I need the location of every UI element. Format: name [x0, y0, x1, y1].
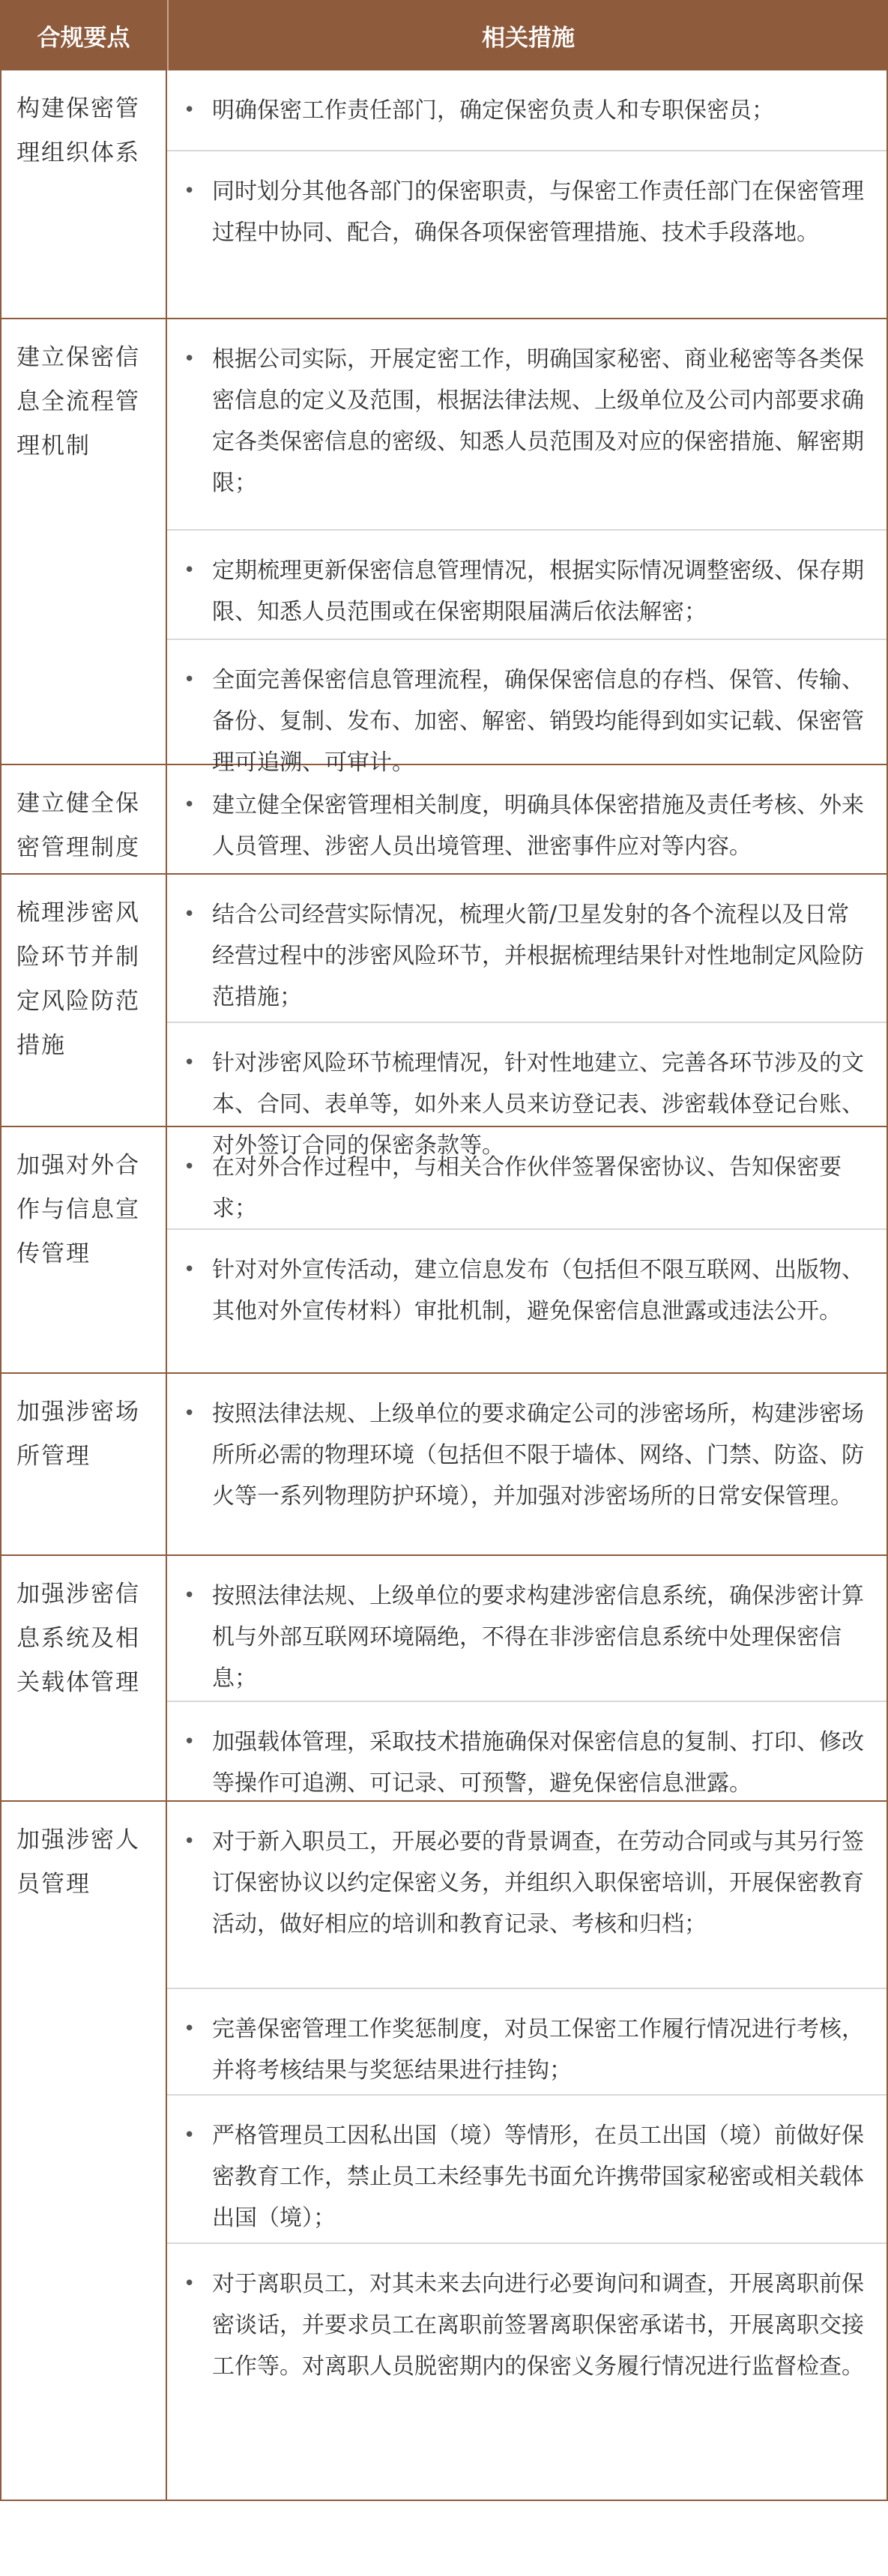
table-row [0, 1127, 888, 1374]
row-point: 构建保密管理组织体系 [0, 70, 167, 318]
measure-item [167, 1023, 887, 1159]
row-measures [167, 1127, 888, 1372]
measure-text: 加强载体管理，采取技术措施确保对保密信息的复制、打印、修改等操作可追溯、可记录、可预警，避免保密信息泄露。 [212, 1729, 864, 1797]
row-point: 梳理涉密风险环节并制定风险防范措施 [0, 875, 167, 1126]
bullet-icon: • [184, 903, 196, 926]
bullet-icon: • [184, 1402, 196, 1425]
measure-text: 建立健全保密管理相关制度，明确具体保密措施及责任考核、外来人员管理、涉密人员出境管理、泄密事件应对等内容。 [212, 792, 864, 860]
bullet-icon: • [184, 2272, 196, 2295]
table-body [0, 70, 888, 2501]
row-measures [167, 765, 888, 873]
row-measures [167, 319, 888, 776]
measure-text: 结合公司经营实际情况，梳理火箭/卫星发射的各个流程以及日常经营过程中的涉密风险环节，并根据梳理结果针对性地制定风险防范措施； [212, 902, 864, 1010]
measure-text: 对于新入职员工，开展必要的背景调查，在劳动合同或与其另行签订保密协议以约定保密义务，并组织入职保密培训，开展保密教育活动，做好相应的培训和教育记录、考核和归档； [212, 1829, 864, 1937]
bullet-icon: • [184, 794, 196, 816]
measure-item [167, 531, 887, 640]
table-row [0, 70, 888, 319]
measure-text: 针对对外宣传活动，建立信息发布（包括但不限互联网、出版物、其他对外宣传材料）审批机制，避免保密信息泄露或违法公开。 [212, 1257, 864, 1324]
row-measures [167, 875, 888, 1159]
measure-item [167, 1802, 887, 1989]
measure-text: 完善保密管理工作奖惩制度，对员工保密工作履行情况进行考核，并将考核结果与奖惩结果进行挂钩； [212, 2016, 864, 2084]
measure-item [167, 1230, 887, 1372]
bullet-icon: • [184, 99, 196, 121]
table-row [0, 319, 888, 776]
measure-text: 按照法律法规、上级单位的要求构建涉密信息系统，确保涉密计算机与外部互联网环境隔绝，不得在非涉密信息系统中处理保密信息； [212, 1583, 864, 1692]
table-row [0, 1802, 888, 2501]
measure-item [167, 2244, 887, 2500]
row-point: 加强对外合作与信息宣传管理 [0, 1127, 167, 1372]
measure-item [167, 2096, 887, 2244]
measure-text: 全面完善保密信息管理流程，确保保密信息的存档、保管、传输、备份、复制、发布、加密、解密、销毁均能得到如实记载、保密管理可追溯、可审计。 [212, 667, 864, 776]
measure-item [167, 640, 887, 776]
measure-text: 对于离职员工，对其未来去向进行必要询问和调查，开展离职前保密谈话，并要求员工在离职前签署离职保密承诺书，开展离职交接工作等。对离职人员脱密期内的保密义务履行情况进行监督检查。 [212, 2271, 864, 2380]
measure-item [167, 1374, 887, 1554]
header-point: 合规要点 [0, 0, 169, 70]
measure-item [167, 151, 887, 318]
header-measures: 相关措施 [482, 24, 575, 52]
bullet-icon: • [184, 1258, 196, 1281]
bullet-icon: • [184, 2018, 196, 2040]
measure-item [167, 1127, 887, 1230]
measure-text: 在对外合作过程中，与相关合作伙伴签署保密协议、告知保密要求； [212, 1154, 842, 1222]
row-point: 建立健全保密管理制度 [0, 765, 167, 873]
measure-item [167, 1989, 887, 2096]
bullet-icon: • [184, 559, 196, 582]
measure-text: 定期梳理更新保密信息管理情况，根据实际情况调整密级、保存期限、知悉人员范围或在保密期限届满后依法解密； [212, 558, 864, 625]
measure-text: 针对涉密风险环节梳理情况，针对性地建立、完善各环节涉及的文本、合同、表单等，如外来人员来访登记表、涉密载体登记台账、对外签订合同的保密条款等。 [212, 1050, 864, 1159]
measure-item [167, 875, 887, 1023]
table-row [0, 1556, 888, 1802]
row-point: 加强涉密场所管理 [0, 1374, 167, 1554]
table-row [0, 1374, 888, 1556]
row-measures [167, 1374, 888, 1554]
bullet-icon: • [184, 1584, 196, 1607]
bullet-icon: • [184, 1156, 196, 1178]
measure-item [167, 319, 887, 531]
table-header [0, 0, 888, 70]
bullet-icon: • [184, 1830, 196, 1853]
bullet-icon: • [184, 2124, 196, 2147]
row-point: 加强涉密信息系统及相关载体管理 [0, 1556, 167, 1800]
row-measures [167, 1802, 888, 2500]
row-point: 加强涉密人员管理 [0, 1802, 167, 2500]
measure-text: 明确保密工作责任部门，确定保密负责人和专职保密员； [212, 97, 774, 124]
bullet-icon: • [184, 180, 196, 202]
measure-item [167, 1556, 887, 1702]
table-row [0, 875, 888, 1159]
measure-text: 根据公司实际，开展定密工作，明确国家秘密、商业秘密等各类保密信息的定义及范围，根据法律法规、上级单位及公司内部要求确定各类保密信息的密级、知悉人员范围及对应的保密措施、解密期限； [212, 346, 864, 496]
measure-text: 按照法律法规、上级单位的要求确定公司的涉密场所，构建涉密场所所必需的物理环境（包括但不限于墙体、网络、门禁、防盗、防火等一系列物理防护环境），并加强对涉密场所的日常安保管理。 [212, 1401, 864, 1509]
bullet-icon: • [184, 1731, 196, 1753]
measure-text: 严格管理员工因私出国（境）等情形，在员工出国（境）前做好保密教育工作，禁止员工未经事先书面允许携带国家秘密或相关载体出国（境）； [212, 2123, 864, 2231]
bullet-icon: • [184, 669, 196, 691]
measure-text: 同时划分其他各部门的保密职责，与保密工作责任部门在保密管理过程中协同、配合，确保各项保密管理措施、技术手段落地。 [212, 178, 864, 246]
bullet-icon: • [184, 1052, 196, 1074]
measure-item [167, 765, 887, 873]
row-measures [167, 70, 888, 318]
row-point: 建立保密信息全流程管理机制 [0, 319, 167, 764]
measure-item [167, 70, 887, 151]
table-row [0, 765, 888, 875]
row-measures [167, 1556, 888, 1800]
bullet-icon: • [184, 348, 196, 370]
measure-item [167, 1702, 887, 1800]
